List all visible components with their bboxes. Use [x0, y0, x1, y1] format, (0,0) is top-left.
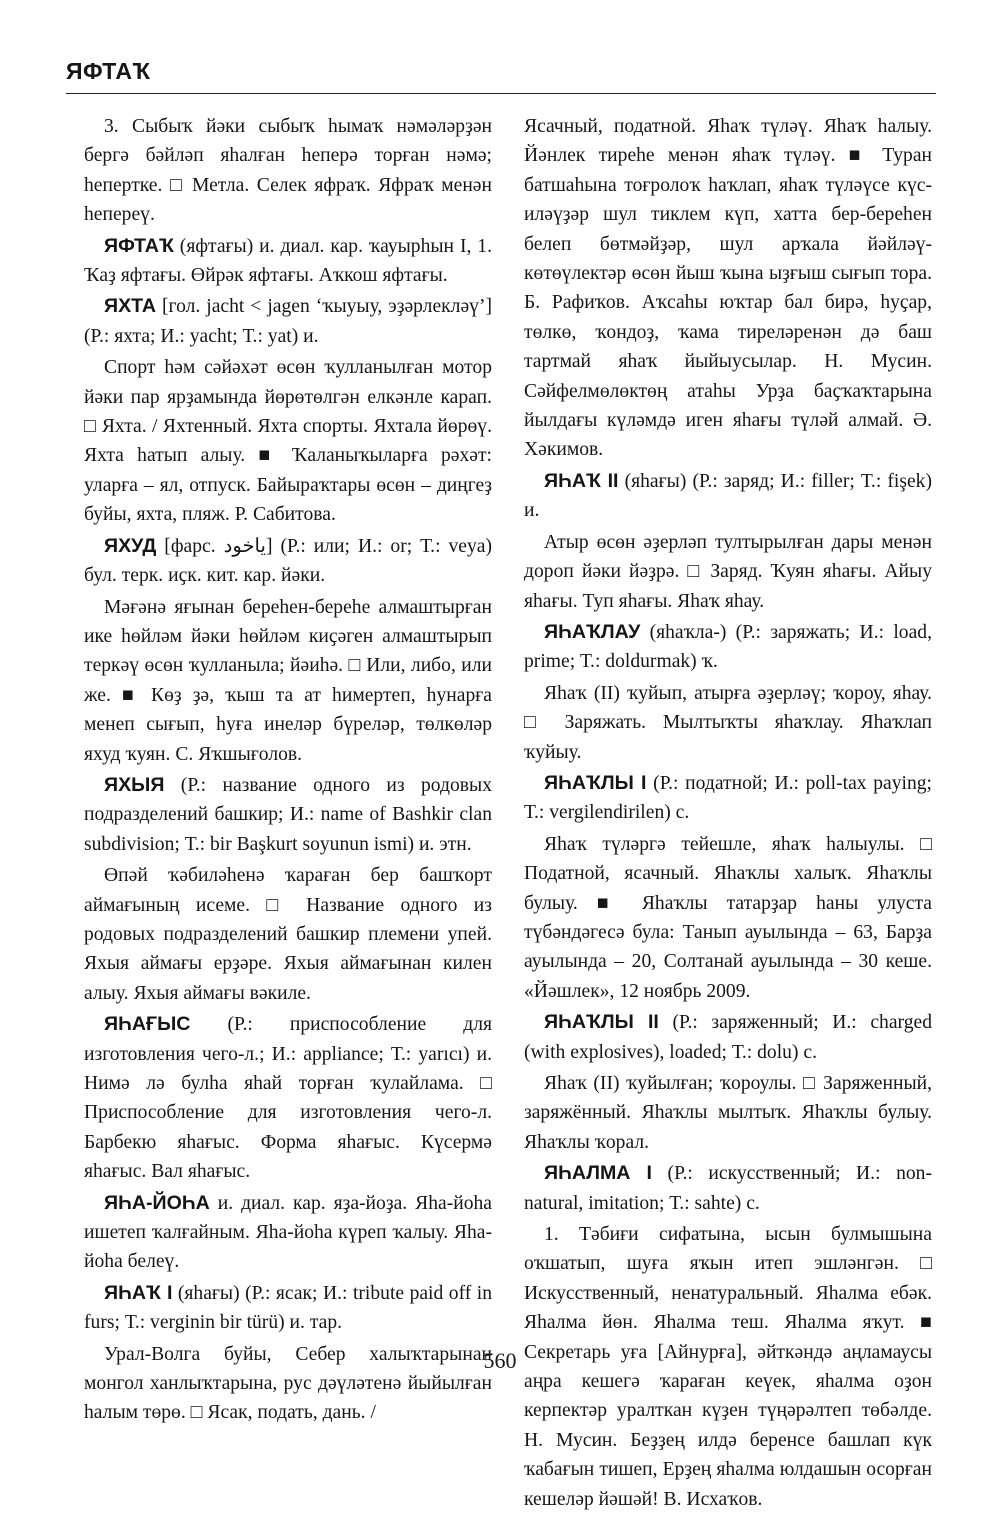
- entry-paragraph: Ясачный, податной. Яһаҡ түләү. Яһаҡ һалыу. Йәнлек тиреһе менән яһаҡ түләү. ■ Туран батшаһына тоғролоҡ һаҡлап, яһаҡ түләүсе күс-иләүҙәр шул тиклем күп, хатта бер-береһен белеп бөтмәйҙәр, шул арҡала йәйләү-көтөүлектәр өсөн йыш ҡына ыҙғыш сығып тора. Б. Рафиҡов. Аҡсаһы юҡтар бал бирә, һуҫар, төлкө, ҡондоҙ, ҡама тиреләренән дә баш тартмай яһаҡ йыйыусылар. Н. Мусин. Сәйфелмөлөктөң атаһы Урҙа баҫҡаҡтарына йылдағы күләмдә иген яһағы түләй алмай. Ә. Хәкимов.: [524, 116, 932, 461]
- entry-paragraph: ЯХТА [гол. jacht < jagen ‘ҡыуыу, эҙәрлекләү’] (Р.: яхта; И.: yacht; Т.: yat) и.: [84, 295, 492, 347]
- entry-paragraph: ЯҺАЛМА I (Р.: искусственный; И.: non-natural, imitation; Т.: sahte) с.: [524, 1162, 932, 1214]
- running-head: ЯФТАҠ: [66, 58, 151, 84]
- entry-paragraph: Атыр өсөн әҙерләп тултырылған дары менән дороп йәки йәҙрә. □ Заряд. Ҡуян яһағы. Айыу яһағы. Туп яһағы. Яһаҡ яһау.: [524, 531, 932, 612]
- entry-paragraph: 3. Сыбыҡ йәки сыбыҡ һымаҡ нәмәләрҙән бергә бәйләп яһалған һеперә торған нәмә; һепертке. □ Метла. Селек яфраҡ. Яфраҡ менән һепереү.: [84, 116, 492, 226]
- left-column: [84, 112, 492, 1428]
- entry-paragraph: ЯҺАҠ II (яһағы) (Р.: заряд; И.: filler; Т.: fişek) и.: [524, 469, 932, 522]
- page-number: 560: [483, 1348, 517, 1373]
- entry-paragraph: ЯҺА-ЙОҺА и. диал. кар. яҙа-йоҙа. Яһа-йоһа ишетеп ҡалғайным. Яһа-йоһа күреп ҡалыу. Яһа-йоһа белеү.: [84, 1191, 492, 1273]
- header-rule: [66, 93, 936, 94]
- entry-paragraph: ЯҺАҠЛЫ I (Р.: податной; И.: poll-tax paying; Т.: vergilendirilen) с.: [524, 771, 932, 824]
- entry-paragraph: Яһаҡ түләргә тейешле, яһаҡ һалыулы. □ Податной, ясачный. Яһаҡлы халыҡ. Яһаҡлы булыу. ■ Яһаҡлы татарҙар һаны улуста түбәндәгесә була: Танып ауылында – 63, Барҙа ауылында – 20, Солтанай ауылында – 30 кеше. «Йәшлек», 12 ноябрь 2009.: [524, 833, 932, 1002]
- entry-paragraph: Яһаҡ (II) ҡуйылған; ҡороулы. □ Заряженный, заряжённый. Яһаҡлы мылтыҡ. Яһаҡлы булыу. Яһаҡлы ҡорал.: [524, 1073, 932, 1153]
- entry-paragraph: 1. Тәбиғи сифатына, ысын булмышына оҡшатып, шуға яҡын итеп эшләнгән. □ Искусственный, ненатуральный. Яһалма ебәк. Яһалма йөн. Яһалма теш. Яһалма яҡут. ■ Секретарь уға [Айнурға], әйткәндә аңламаусы аңра кешегә ҡараған кеүек, яһалма оҙон керпектәр уралткан күҙен түңәрәлтеп төбәлде. Н. Мусин. Беҙҙең илдә беренсе башлап күк ҡабағын тишеп, Ерҙең яһалма юлдашын осорған кешеләр йәшәй! В. Исхаҡов.: [524, 1224, 932, 1510]
- entry-paragraph: Өпәй ҡәбиләһенә ҡараған бер башҡорт аймағының исеме. □ Название одного из родовых подразделений башкир племени упей. Яхыя аймағы ерҙәре. Яхыя аймағынан килен алыу. Яхыя аймағы вәкиле.: [84, 865, 492, 1004]
- entry-paragraph: ЯҺАҠЛЫ II (Р.: заряженный; И.: charged (with explosives), loaded; Т.: dolu) с.: [524, 1011, 932, 1063]
- entry-paragraph: Мәғәнә яғынан береһен-береһе алмаштырған ике һөйләм йәки һөйләм киҫәген алмаштырып теркәү өсөн ҡулланыла; йәиһә. □ Или, либо, или же. ■ Көҙ ҙә, ҡыш та ат һимертеп, һунарға менеп сығып, һуға инеләр бүреләр, төлкөләр яхуд ҡуян. С. Яҡшығолов.: [84, 596, 492, 765]
- entry-paragraph: ЯҺАҠ I (яһағы) (Р.: ясак; И.: tribute paid off in furs; Т.: verginin bir türü) и. тар.: [84, 1281, 492, 1334]
- entry-paragraph: ЯҺАҠЛАУ (яһаҡла-) (Р.: заряжать; И.: load, prime; Т.: doldurmak) ҡ.: [524, 620, 932, 673]
- right-column: [524, 112, 932, 1514]
- entry-paragraph: Урал-Волга буйы, Себер халыҡтарынан монгол ханлыҡтарына, рус дәүләтенә йыйылған һалым төрө. □ Ясак, подать, дань. /: [84, 1343, 492, 1424]
- entry-paragraph: ЯФТАҠ (яфтағы) и. диал. кар. ҡауырһын I, 1. Ҡаҙ яфтағы. Өйрәк яфтағы. Аҡкош яфтағы.: [84, 234, 492, 287]
- entry-paragraph: ЯХЫЯ (Р.: название одного из родовых подразделений башкир; И.: name of Bashkir clan subdivision; Т.: bir Başkurt soyunun ismi) и. этн.: [84, 773, 492, 855]
- entry-paragraph: Спорт һәм сәйәхәт өсөн ҡулланылған мотор йәки пар ярҙамында йөрөтөлгән елкәнле карап. □ Яхта. / Яхтенный. Яхта спорты. Яхтала йөрөү. Яхта һатып алыу. ■ Ҡаланыҡыларға рәхәт: уларға – ял, отпуск. Байыраҡтары өсөн – диңгеҙ буйы, яхта, пляж. Р. Сабитова.: [84, 357, 492, 526]
- entry-paragraph: ЯҺАҒЫС (Р.: приспособление для изготовления чего-л.; И.: appliance; Т.: yarıcı) и. Нимә лә булһа яһай торған ҡулайлама. □ Приспособление для изготовления чего-л. Барбекю яһағыс. Форма яһағыс. Күсермә яһағыс. Вал яһағыс.: [84, 1013, 492, 1183]
- entry-paragraph: Яһаҡ (II) ҡуйып, атырға әҙерләү; ҡороу, яһау. □ Заряжать. Мылтыҡты яһаҡлау. Яһаҡлап ҡуйыу.: [524, 682, 932, 763]
- entry-paragraph: ЯХУД [фарс. یاخود] (Р.: или; И.: or; Т.: veya) бул. терк. иҫк. кит. кар. йәки.: [84, 534, 493, 587]
